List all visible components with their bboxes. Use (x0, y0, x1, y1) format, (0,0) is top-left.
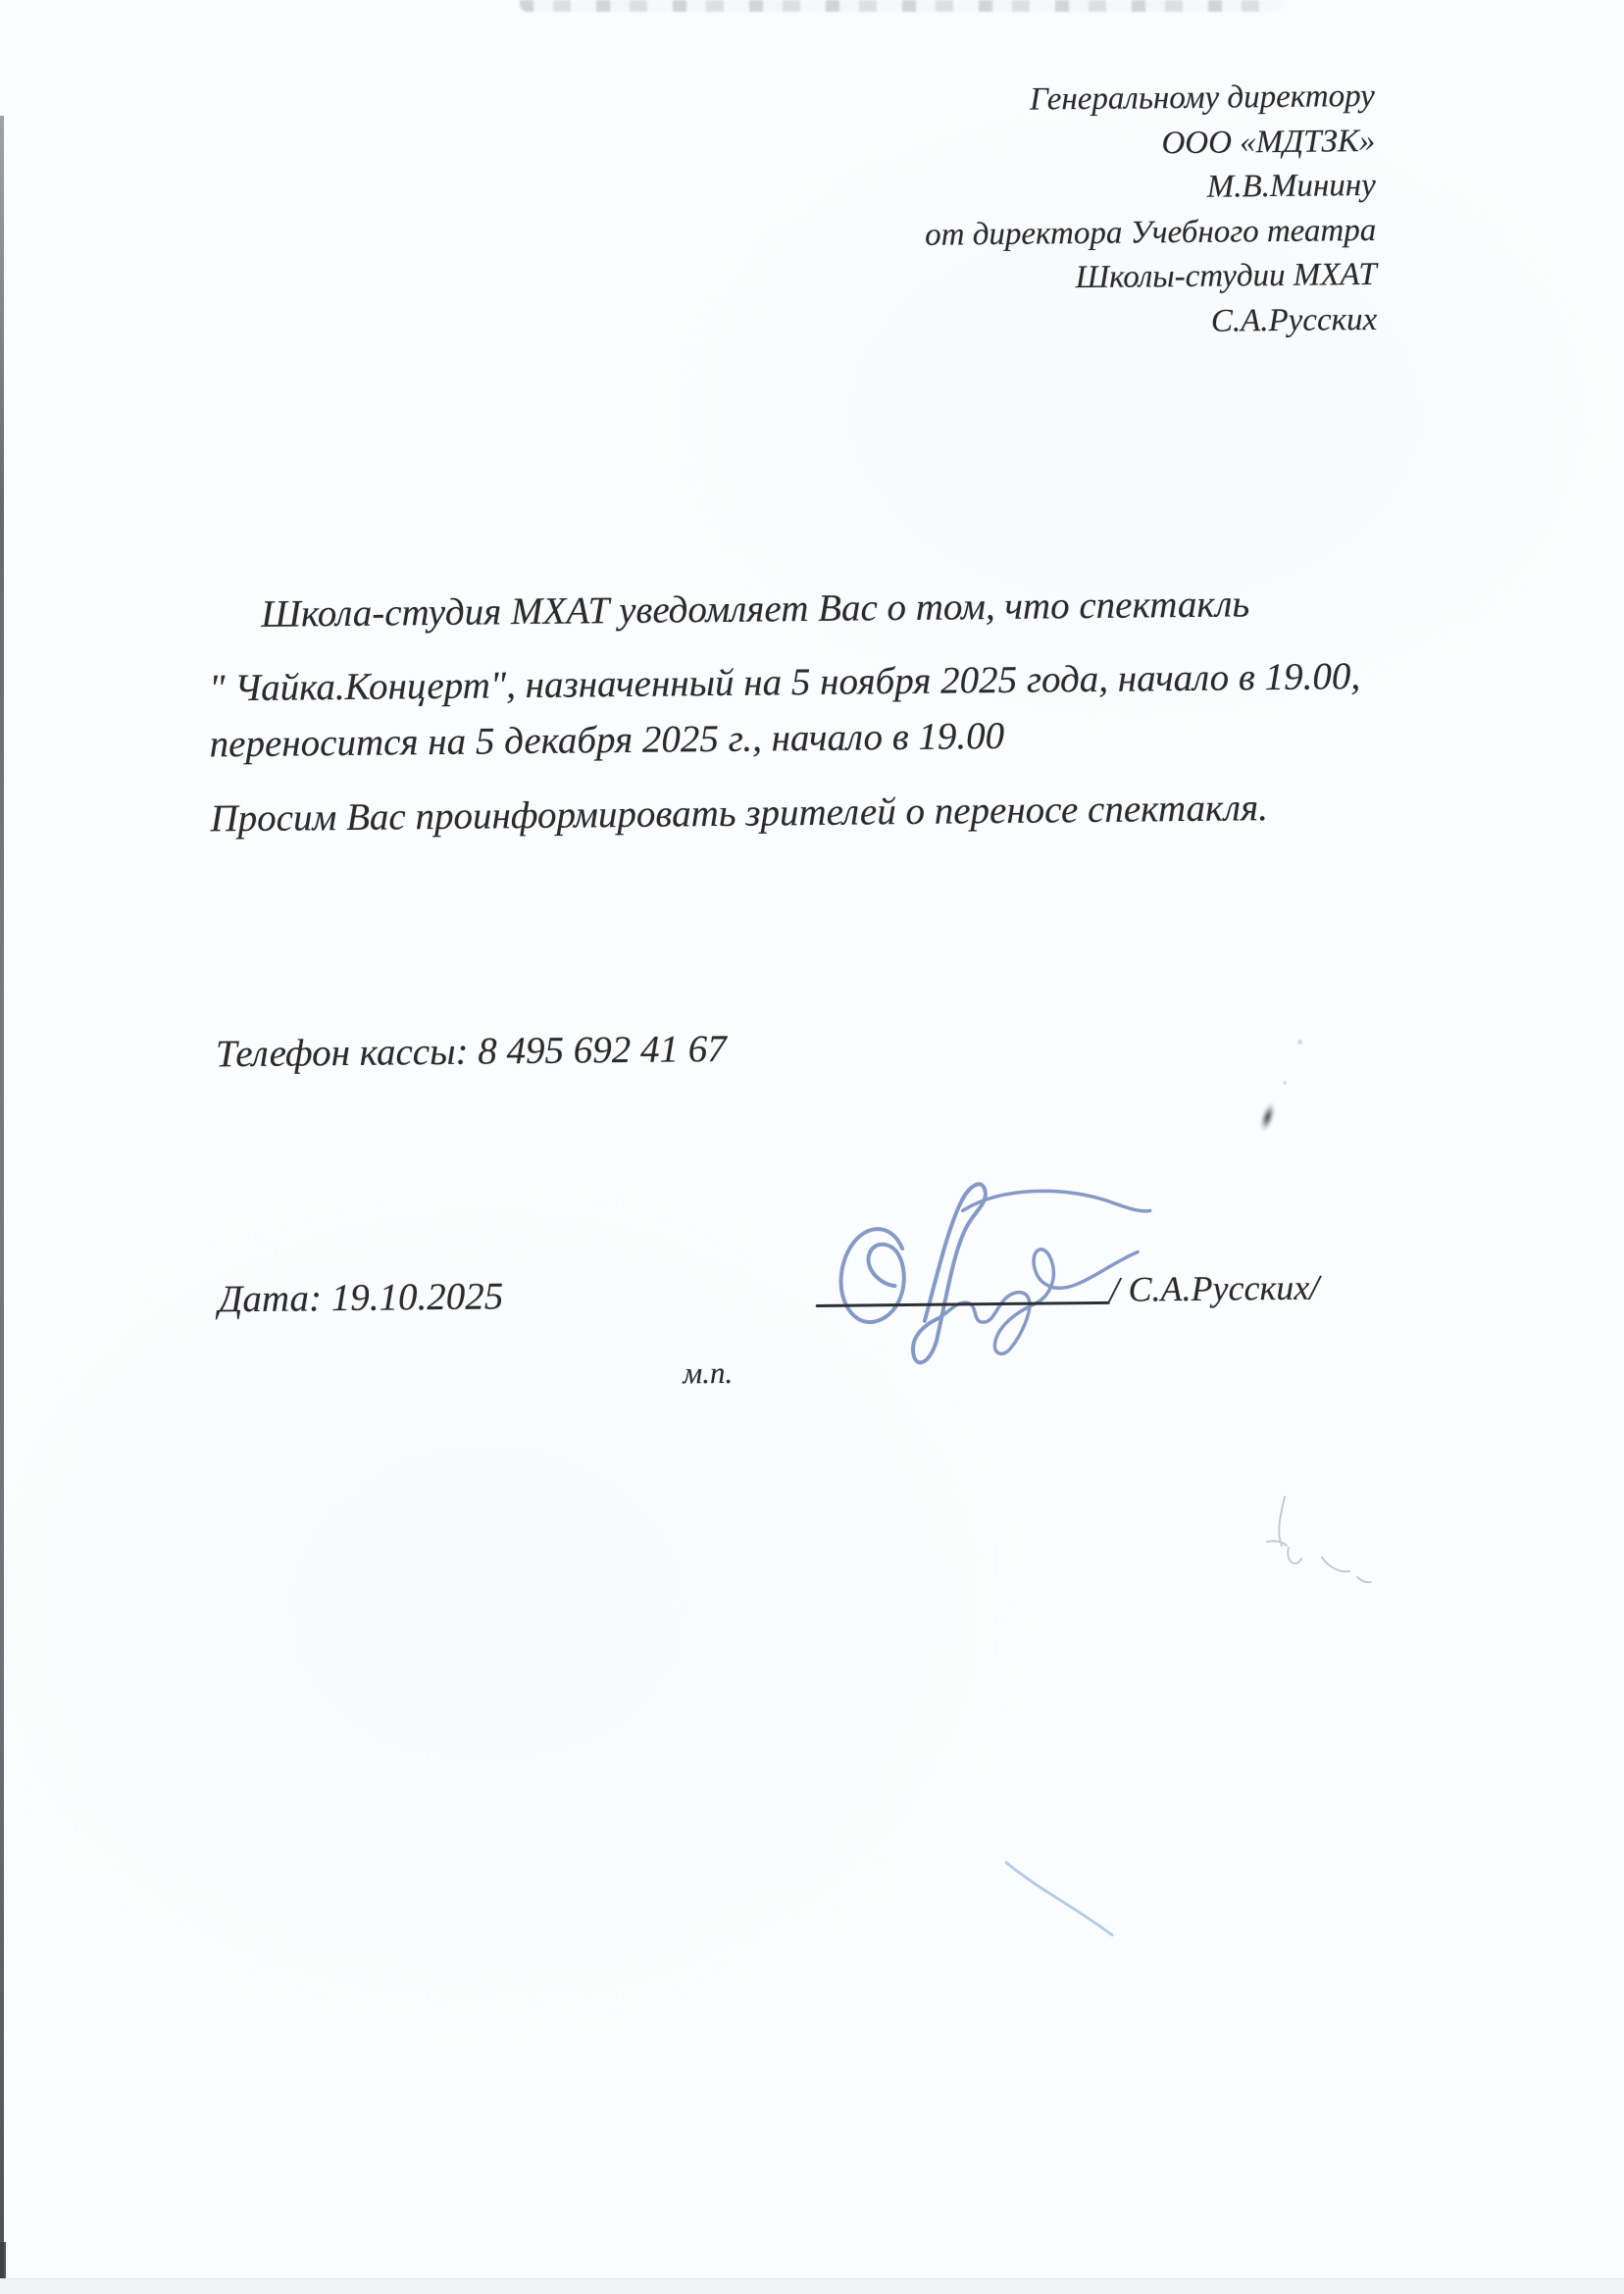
date-line: Дата: 19.10.2025 (218, 1275, 504, 1321)
box-office-phone-line: Телефон кассы: 8 495 692 41 67 (215, 1027, 727, 1076)
body-paragraph-3: Просим Вас проинформировать зрителей о переносе спектакля. (210, 787, 1269, 841)
stray-blue-pen-stroke (1002, 1857, 1140, 1955)
stamp-placeholder: м.п. (683, 1354, 734, 1391)
recipient-line-2: ООО «МДТЗК» (1161, 123, 1376, 161)
scan-left-edge-line (0, 116, 4, 2294)
scan-bottom-strip (0, 2278, 1624, 2294)
paper-speck (1297, 1040, 1302, 1045)
faint-pencil-scribble (1247, 1491, 1377, 1589)
recipient-line-6: С.А.Русских (1210, 301, 1378, 339)
scan-top-smudge (520, 0, 1285, 12)
handwritten-signature (799, 1151, 1154, 1381)
recipient-line-1: Генеральному директору (1029, 77, 1375, 118)
recipient-block (923, 75, 1377, 347)
recipient-line-5: Школы-студии МХАТ (1075, 256, 1377, 296)
body-paragraph-2-line-2: переносится на 5 декабря 2025 г., начало в 19.00 (209, 714, 1005, 766)
signatory-name: / С.А.Русских/ (1109, 1267, 1320, 1309)
recipient-line-3: М.В.Минину (1206, 167, 1376, 205)
body-paragraph-1: Школа-студия МХАТ уведомляет Вас о том, что спектакль (261, 583, 1250, 636)
recipient-line-4: от директора Учебного театра (924, 212, 1377, 253)
paper-speck (1283, 1081, 1287, 1085)
body-paragraph-2-line-1: " Чайка.Концерт", назначенный на 5 ноября 2025 года, начало в 19.00, (208, 655, 1361, 710)
